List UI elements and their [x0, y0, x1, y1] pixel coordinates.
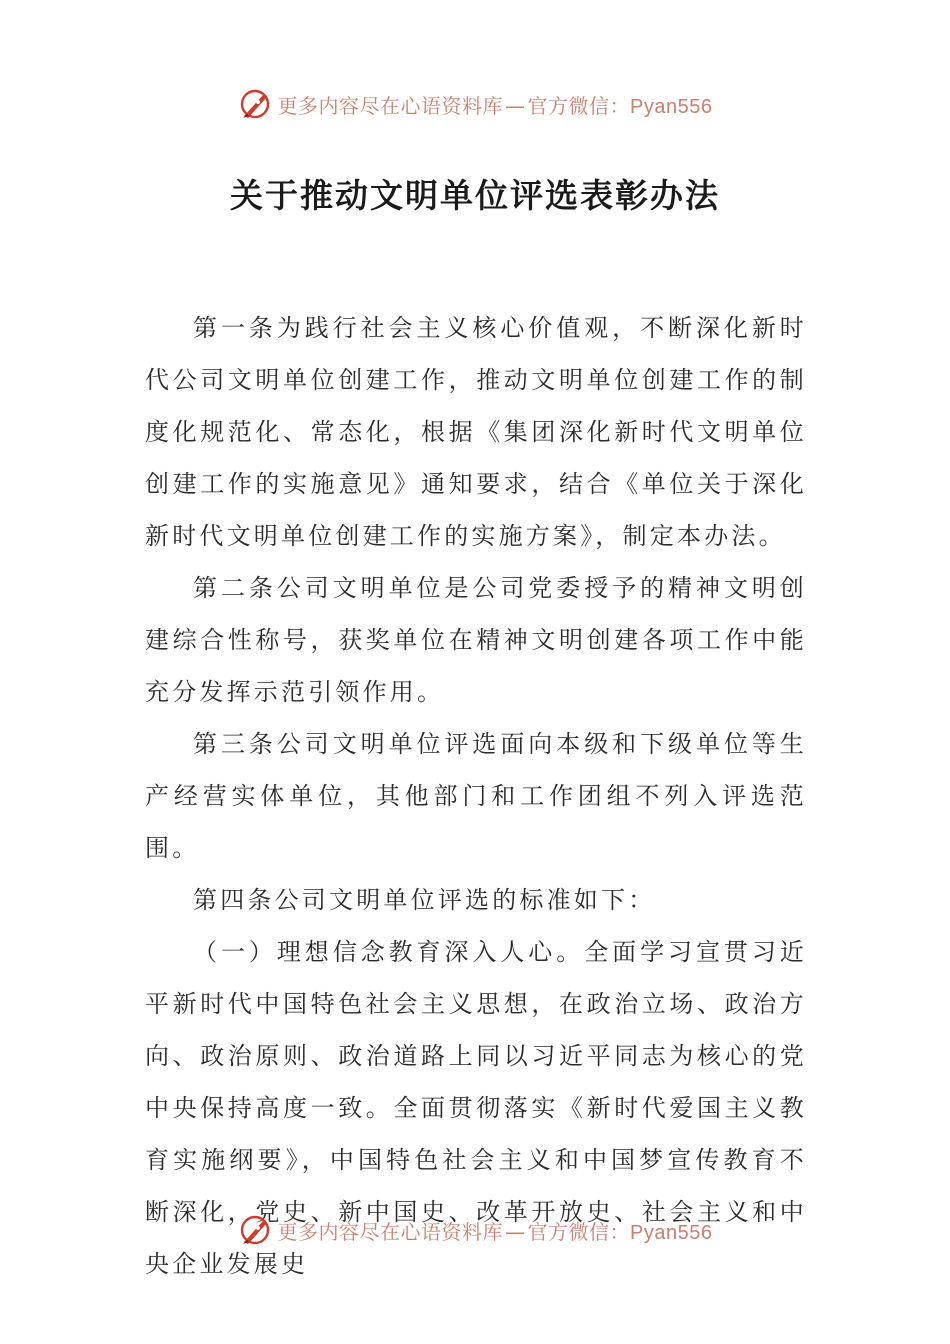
header-separator: —: [505, 93, 526, 118]
header-banner-text: [278, 90, 713, 119]
footer-site-text: 更多内容尽在心语资料库: [277, 1219, 504, 1244]
footer-banner-text: [278, 1216, 713, 1245]
pen-logo-icon: [238, 87, 272, 121]
footer-banner: [0, 1210, 950, 1250]
header-site-text: 更多内容尽在心语资料库: [277, 93, 504, 118]
paragraph-article-3: 第三条公司文明单位评选面向本级和下级单位等生产经营实体单位，其他部门和工作团组不列入评选范围。: [145, 730, 807, 862]
header-wechat-id: Pyan556: [630, 95, 713, 118]
header-wechat-label: 官方微信：: [527, 93, 631, 118]
paragraph-article-2: 第二条公司文明单位是公司党委授予的精神文明创建综合性称号，获奖单位在精神文明创建各项工作中能充分发挥示范引领作用。: [145, 574, 807, 706]
document-title: 关于推动文明单位评选表彰办法: [230, 176, 720, 215]
header-banner: [0, 84, 950, 124]
paragraph-article-1: 第一条为践行社会主义核心价值观，不断深化新时代公司文明单位创建工作，推动文明单位创建工作的制度化规范化、常态化，根据《集团深化新时代文明单位创建工作的实施意见》通知要求，结合《单位关于深化新时代文明单位创建工作的实施方案》，制定本办法。: [145, 314, 807, 550]
footer-wechat-id: Pyan556: [630, 1221, 713, 1244]
paragraph-article-4-item-1: （一）理想信念教育深入人心。全面学习宣贯习近平新时代中国特色社会主义思想，在政治立场、政治方向、政治原则、政治道路上同以习近平同志为核心的党中央保持高度一致。全面贯彻落实《新时代爱国主义教育实施纲要》，中国特色社会主义和中国梦宣传教育不断深化，党史、新中国史、改革开放史、社会主义和中央企业发展史: [145, 938, 807, 1278]
pen-logo-icon: [238, 1213, 272, 1247]
footer-separator: —: [505, 1219, 526, 1244]
footer-wechat-label: 官方微信：: [527, 1219, 631, 1244]
paragraph-article-4: 第四条公司文明单位评选的标准如下：: [193, 886, 656, 914]
document-body: [145, 302, 807, 1290]
